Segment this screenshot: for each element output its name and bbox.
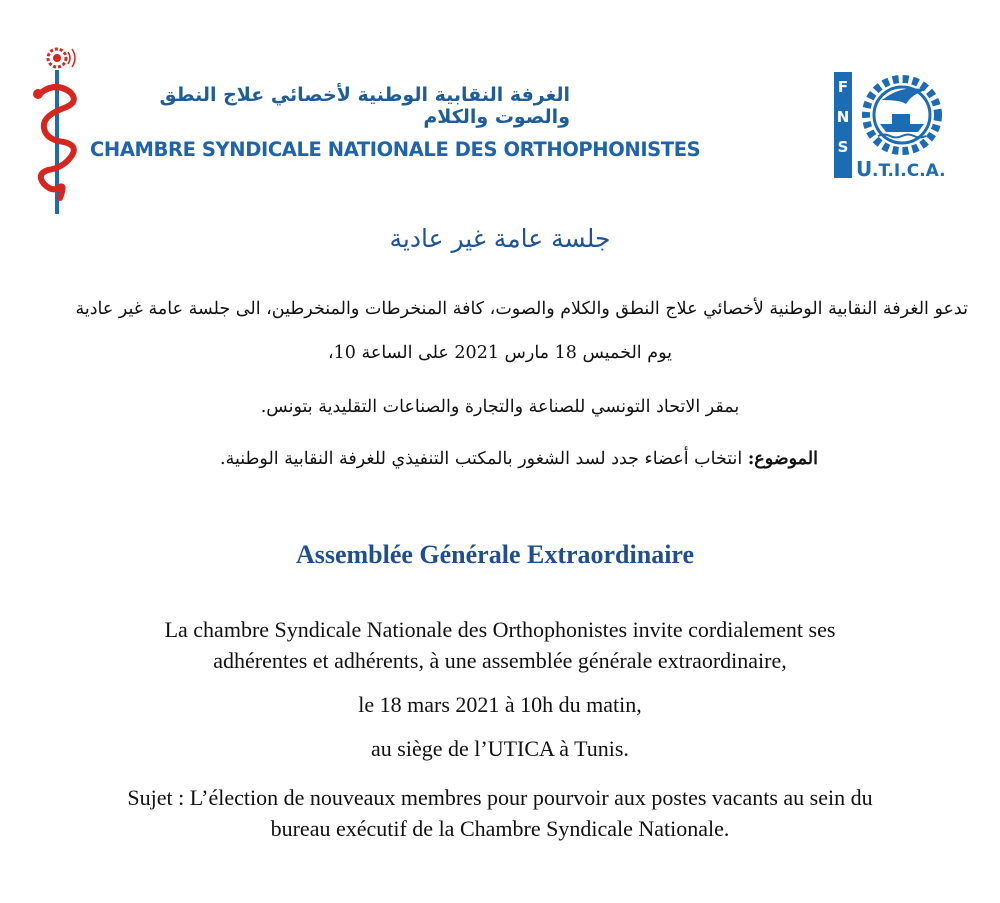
arabic-paragraph-line: تدعو الغرفة النقابية الوطنية لأخصائي علاج النطق والكلام والصوت، كافة المنخرطات والمنخرطين، الى جلسة عامة غير عادية <box>75 299 968 319</box>
arabic-subject-line <box>30 449 818 469</box>
logo-wordmark-initial: U <box>856 157 873 180</box>
arabic-subject-text: انتخاب أعضاء جدد لسد الشغور بالمكتب التنفيذي للغرفة النقابية الوطنية. <box>220 449 748 469</box>
logo-letter-n: N <box>836 108 850 126</box>
utica-gear-logo-icon <box>832 70 957 180</box>
caduceus-snake-logo-icon <box>28 44 86 216</box>
french-paragraph-line: adhérentes et adhérents, à une assemblée générale extraordinaire, <box>213 648 787 673</box>
logo-letter-f: F <box>837 78 849 96</box>
logo-letter-s: S <box>837 138 849 156</box>
org-name-arabic: الغرفة النقابية الوطنية لأخصائي علاج النطق والصوت والكلام <box>159 84 570 128</box>
logo-wordmark: .T.I.C.A. <box>872 161 946 180</box>
french-subject-line: bureau exécutif de la Chambre Syndicale Nationale. <box>270 816 730 841</box>
arabic-title: جلسة عامة غير عادية <box>389 224 611 253</box>
letterhead <box>0 0 1000 220</box>
arabic-subject-label: الموضوع: <box>747 449 818 469</box>
french-subject-line: Sujet : L’élection de nouveaux membres pour pourvoir aux postes vacants au sein du <box>127 785 873 810</box>
org-name-french: CHAMBRE SYNDICALE NATIONALE DES ORTHOPHONISTES <box>90 138 701 161</box>
french-title: Assemblée Générale Extraordinaire <box>295 540 695 569</box>
arabic-paragraph-line: يوم الخميس 18 مارس 2021 على الساعة 10، <box>328 343 672 363</box>
french-paragraph-line: La chambre Syndicale Nationale des Orthophonistes invite cordialement ses <box>164 617 836 642</box>
french-location-line: au siège de l’UTICA à Tunis. <box>371 736 629 761</box>
arabic-paragraph-line: بمقر الاتحاد التونسي للصناعة والتجارة والصناعات التقليدية بتونس. <box>260 397 740 417</box>
french-date-line: le 18 mars 2021 à 10h du matin, <box>358 692 642 717</box>
